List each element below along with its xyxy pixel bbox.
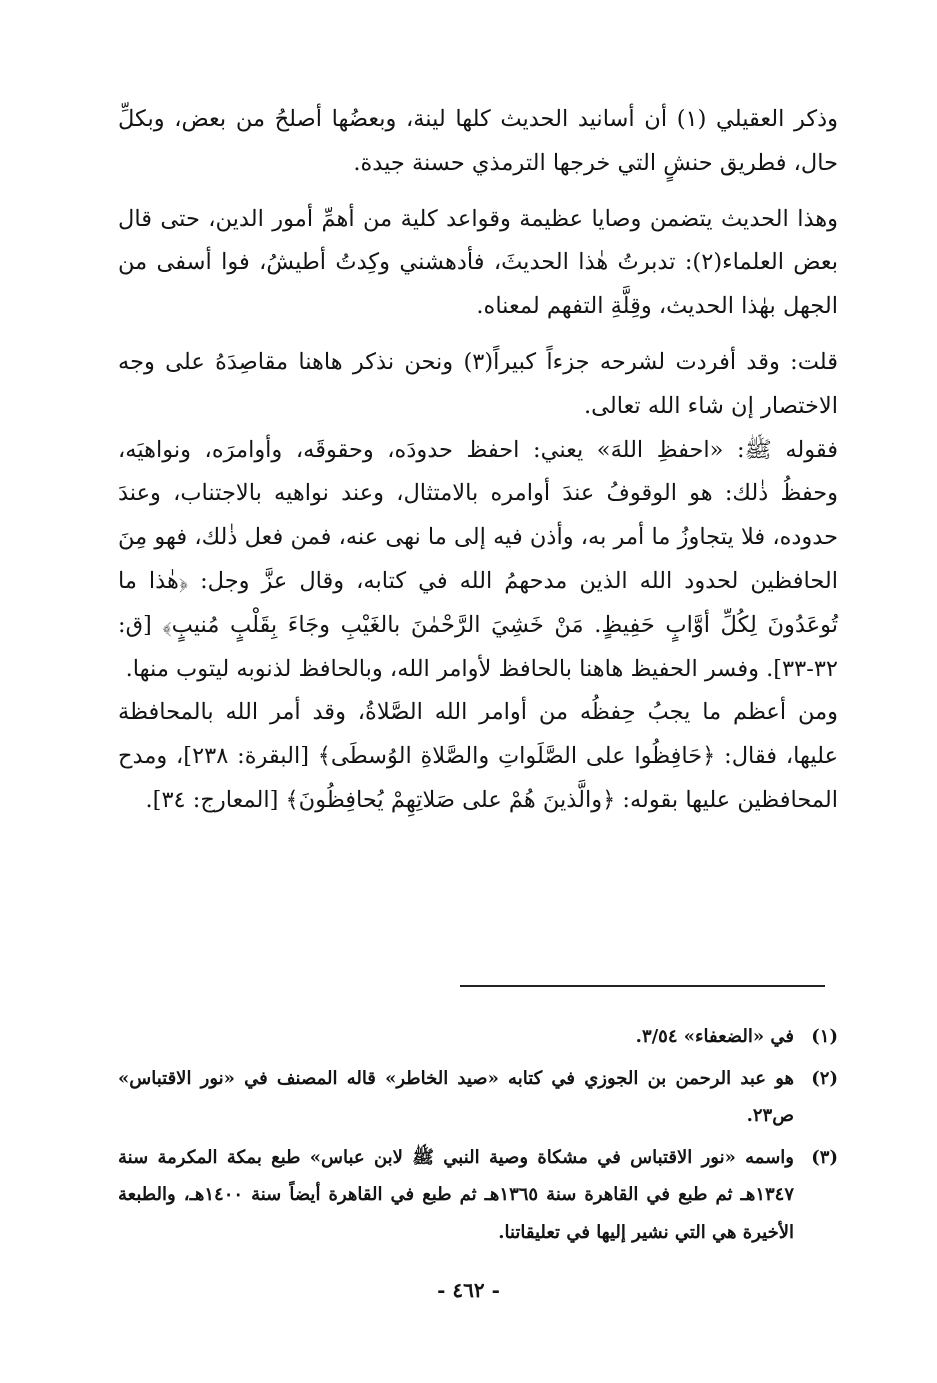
paragraph-hadith-importance: وهذا الحديث يتضمن وصايا عظيمة وقواعد كلية من أهمِّ أمور الدين، حتى قال بعض العلماء(٢): تدبرتُ هٰذا الحديثَ، فأدهشني وكِدتُ أطيشُ، فوا أسفى من الجهل بهٰذا الحديث، وقِلَّةِ التفهم لمعناه. [118, 205, 838, 320]
footnote-3 [118, 1139, 838, 1252]
page-number: - ٤٦٢ - [437, 1278, 500, 1302]
footnote-2 [118, 1060, 838, 1135]
footnote-text: هو عبد الرحمن بن الجوزي في كتابه «صيد الخاطر» قاله المصنف في «نور الاقتباس» ص٢٣. [118, 1067, 794, 1126]
footnote-number: (٢) [811, 1067, 838, 1089]
paragraph-aqili: وذكر العقيلي (١) أن أسانيد الحديث كلها لينة، وبعضُها أصلحُ من بعض، وبكلِّ حال، فطريق حنشٍ التي خرجها الترمذي حسنة جيدة. [118, 106, 838, 176]
footnote-separator [460, 985, 825, 987]
paragraph-salah: ومن أعظم ما يجبُ حِفظُه من أوامر الله الصَّلاةُ، وقد أمر الله بالمحافظة عليها، فقال: ﴿حَافِظُوا على الصَّلَواتِ والصَّلاةِ الوُسطَى﴾ [البقرة: ٢٣٨]، ومدح المحافظين عليها بقوله: ﴿والَّذينَ هُمْ على صَلاتِهِمْ يُحافِظُونَ﴾ [المعارج: ٣٤]. [118, 699, 838, 813]
main-text [118, 98, 838, 823]
paragraph-ihfaz-allah: فقوله ﷺ: «احفظِ اللهَ» يعني: احفظ حدودَه، وحقوقَه، وأوامرَه، ونواهيَه، وحفظُ ذٰلك: هو الوقوفُ عندَ أوامره بالامتثال، وعند نواهيه بالاجتناب، وعندَ حدوده، فلا يتجاوزُ ما أمر به، وأذن فيه إلى ما نهى عنه، فمن فعل ذٰلك، فهو مِنَ الحافظين لحدود الله الذين مدحهمُ الله في كتابه، وقال عزَّ وجل: ﴿هٰذا ما تُوعَدُونَ لِكُلِّ أوَّابٍ حَفِيظٍ. مَنْ خَشِيَ الرَّحْمٰنَ بالغَيْبِ وجَاءَ بِقَلْبٍ مُنيبٍ﴾ [ق: ٣٢-٣٣]. وفسر الحفيظ هاهنا بالحافظ لأوامر الله، وبالحافظ لذنوبه ليتوب منها. [118, 436, 838, 682]
footnotes [118, 1018, 838, 1255]
footnote-number: (٣) [811, 1146, 838, 1168]
paragraph-commentary: قلت: وقد أفردت لشرحه جزءاً كبيراً(٣) ونحن نذكر هاهنا مقاصِدَهُ على وجه الاختصار إن شاء الله تعالى. [118, 348, 839, 419]
footnote-number: (١) [811, 1026, 838, 1047]
footnote-text: واسمه «نور الاقتباس في مشكاة وصية النبي ﷺ لابن عباس» طبع بمكة المكرمة سنة ١٣٤٧هـ ثم طبع في القاهرة سنة ١٣٦٥هـ ثم طبع في القاهرة أيضاً سنة ١٤٠٠هـ، والطبعة الأخيرة هي التي نشير إليها في تعليقاتنا. [118, 1146, 794, 1243]
footnote-text: في «الضعفاء» ٣/٥٤. [635, 1026, 794, 1047]
footnote-1 [118, 1018, 838, 1056]
